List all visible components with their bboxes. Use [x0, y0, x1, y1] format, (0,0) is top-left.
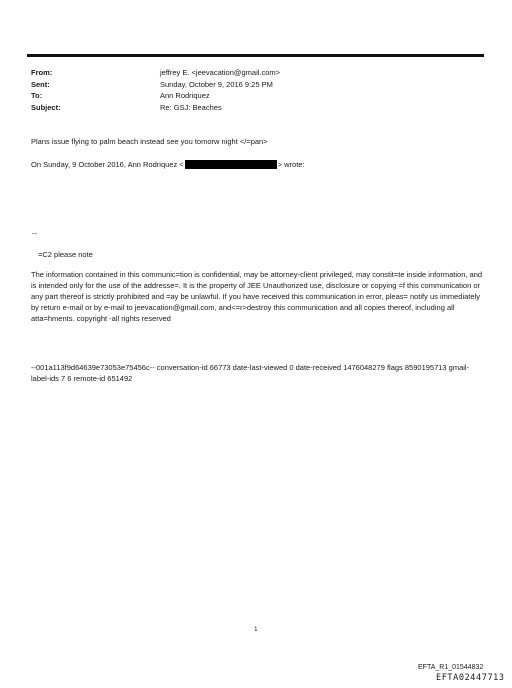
subject-value: Re: GSJ: Beaches	[160, 102, 222, 112]
subject-label: Subject:	[31, 102, 61, 112]
email-header	[31, 67, 481, 113]
from-value: jeffrey E. <jeevacation@gmail.com>	[160, 68, 281, 77]
sent-label: Sent:	[31, 79, 50, 89]
sent-row	[31, 79, 481, 91]
bates-number-1: EFTA_R1_01544832	[418, 664, 484, 671]
page-number: 1	[254, 626, 258, 633]
header-divider	[27, 54, 484, 57]
quote-suffix: > wrote:	[277, 160, 305, 169]
please-note: =C2 please note	[38, 250, 93, 259]
to-label: To:	[31, 91, 43, 100]
message-line: Plans issue flying to palm beach instead see you tomorw night </=pan>	[31, 137, 268, 146]
sent-value: Sunday, October 9, 2016 9:25 PM	[160, 79, 273, 89]
quote-attribution	[31, 159, 486, 170]
from-label: From:	[31, 68, 53, 77]
redaction-box	[185, 160, 277, 169]
to-value: Ann Rodriquez	[160, 91, 210, 100]
bates-number-2: EFTA02447713	[436, 673, 505, 683]
confidentiality-disclaimer: The information contained in this communic=tion is confidential, may be attorney-client privileged, may constit=te inside information, and is intended only for the use of the addresse=. It is the property of JEE Unauthorized use, disclosure or copying =f this communication or any part thereof is strictly prohibited and =ay be unlawful. If you have received this communication in error, pleas= notify us immediately by return e-mail or by e-mail to jeevacation@gmail.com, and<=r>destroy this communication and all copies thereof, including all atta=hments. copyright -all rights reserved	[31, 270, 483, 323]
to-row	[31, 90, 481, 102]
signature-separator: --	[32, 229, 37, 238]
subject-row	[31, 102, 481, 114]
from-row	[31, 67, 481, 79]
quote-prefix: On Sunday, 9 October 2016, Ann Rodriquez <	[31, 160, 184, 169]
message-metadata: --001a113f9d64639e73053e75456c-- conversation-id 66773 date-last-viewed 0 date-received 1476048279 flags 8590195713 gmail-label-ids 7 6 remote-id 651492	[31, 363, 470, 383]
